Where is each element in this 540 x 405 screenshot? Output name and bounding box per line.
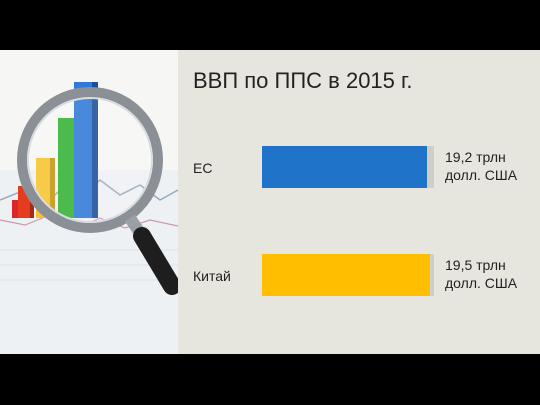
bar-0 bbox=[262, 146, 427, 188]
value-label bbox=[445, 256, 517, 292]
value-label bbox=[445, 148, 517, 184]
slide-title: ВВП по ППС в 2015 г. bbox=[193, 68, 413, 93]
category-label: ЕС bbox=[193, 160, 213, 176]
value-label-line: долл. США bbox=[445, 275, 518, 291]
bar-track bbox=[262, 146, 434, 188]
magnifying-glass-icon bbox=[0, 50, 178, 354]
category-label: Китай bbox=[193, 268, 231, 284]
value-label-line: 19,5 трлн bbox=[445, 257, 506, 273]
bar-1 bbox=[262, 254, 430, 296]
bar-track bbox=[262, 254, 434, 296]
slide bbox=[0, 50, 540, 354]
magnifier-chart-illustration bbox=[0, 50, 178, 354]
value-label-line: 19,2 трлн bbox=[445, 149, 506, 165]
value-label-line: долл. США bbox=[445, 167, 518, 183]
